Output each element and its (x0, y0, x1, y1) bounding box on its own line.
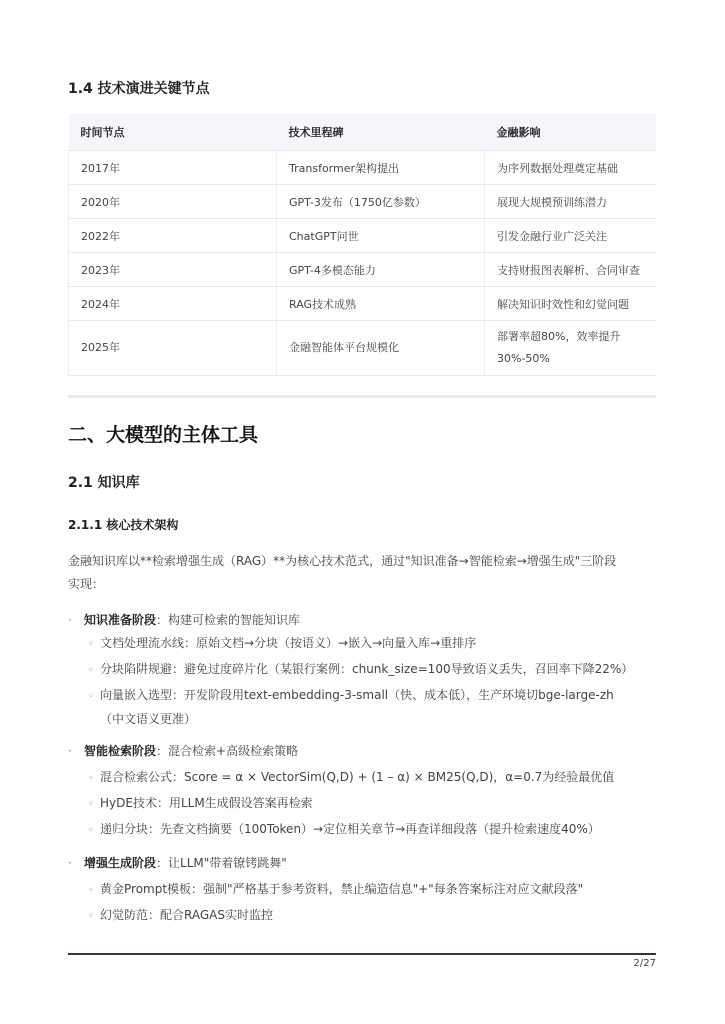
list-item-text: 递归分块：先查文档摘要（100Token）→定位相关章节→再查详细段落（提升检索速度40%） (100, 822, 600, 836)
cell-milestone: GPT-4多模态能力 (277, 253, 485, 287)
cell-milestone: 金融智能体平台规模化 (277, 321, 485, 376)
header-milestone: 技术里程碑 (277, 114, 485, 151)
section-2-1-1-heading: 2.1.1 核心技术架构 (68, 518, 179, 532)
cell-milestone: ChatGPT问世 (277, 219, 485, 253)
list-item-text: HyDE技术：用LLM生成假设答案再检索 (100, 796, 313, 810)
cell-impact (485, 321, 657, 376)
header-impact: 金融影响 (485, 114, 657, 151)
stage-desc: ：让LLM"带着镣铐跳舞" (156, 856, 287, 870)
header-time: 时间节点 (69, 114, 277, 151)
table-row (69, 321, 657, 376)
cell-impact-line-2: 30%-50% (497, 352, 550, 365)
list-item-continuation: （中文语义更准） (100, 712, 197, 726)
stage-title: 智能检索阶段 (84, 744, 157, 758)
list-item (88, 878, 658, 902)
section-2-1-heading: 2.1 知识库 (68, 475, 140, 491)
cell-impact: 展现大规模预训练潜力 (485, 185, 657, 219)
stage-desc: ：混合检索+高级检索策略 (156, 744, 299, 758)
cell-time: 2025年 (69, 321, 277, 376)
cell-milestone: GPT-3发布（1750亿参数） (277, 185, 485, 219)
sub-bullet: ◦ (88, 825, 94, 836)
table-row (69, 151, 657, 185)
table-row (69, 185, 657, 219)
sub-bullet: ◦ (88, 639, 94, 650)
sub-bullet: ◦ (88, 665, 94, 676)
list-item (88, 658, 658, 682)
chapter-heading: 二、大模型的主体工具 (68, 424, 259, 446)
table-row (69, 219, 657, 253)
sub-bullet: ◦ (88, 885, 94, 896)
cell-impact: 引发金融行业广泛关注 (485, 219, 657, 253)
list-item-stage-generation (68, 852, 287, 874)
intro-line: 实现： (68, 577, 105, 591)
stage-desc: ：构建可检索的智能知识库 (156, 613, 301, 627)
bullet: · (68, 613, 72, 627)
sub-bullet: ◦ (88, 773, 94, 784)
cell-impact: 解决知识时效性和幻觉问题 (485, 287, 657, 321)
table-header-row (69, 114, 657, 151)
stage-title: 知识准备阶段 (84, 613, 157, 627)
cell-impact: 为序列数据处理奠定基础 (485, 151, 657, 185)
cell-milestone: Transformer架构提出 (277, 151, 485, 185)
cell-time: 2020年 (69, 185, 277, 219)
cell-impact-line-1: 部署率超80%，效率提升 (497, 330, 621, 343)
footer-rule (68, 953, 656, 955)
page-number: 2/27 (633, 958, 656, 969)
cell-time: 2017年 (69, 151, 277, 185)
list-item-text: 混合检索公式：Score = α × VectorSim(Q,D) + (1 – α) × BM25(Q,D)，α=0.7为经验最优值 (100, 770, 615, 784)
milestone-table (68, 114, 656, 376)
section-1-4-heading: 1.4 技术演进关键节点 (68, 81, 210, 97)
cell-time: 2022年 (69, 219, 277, 253)
cell-impact: 支持财报图表解析、合同审查 (485, 253, 657, 287)
list-item-text: 幻觉防范：配合RAGAS实时监控 (100, 908, 273, 922)
sub-bullet: ◦ (88, 691, 94, 702)
list-item-text: 文档处理流水线：原始文档→分块（按语义）→嵌入→向量入库→重排序 (100, 636, 477, 650)
list-item (88, 904, 658, 928)
cell-milestone: RAG技术成熟 (277, 287, 485, 321)
bullet: · (68, 744, 72, 758)
sub-bullet: ◦ (88, 799, 94, 810)
bullet: · (68, 856, 72, 870)
list-item-stage-retrieval (68, 740, 298, 762)
list-item-text: 向量嵌入选型：开发阶段用text-embedding-3-small（快、成本低），生产环境切bge-large-zh (100, 688, 614, 702)
intro-paragraph (68, 550, 658, 596)
list-item-text: 黄金Prompt模板：强制"严格基于参考资料，禁止编造信息"+"每条答案标注对应文献段落" (100, 882, 584, 896)
list-item (88, 818, 658, 842)
list-item-text: 分块陷阱规避：避免过度碎片化（某银行案例：chunk_size=100导致语义丢失，召回率下降22%） (100, 662, 634, 676)
intro-line: 金融知识库以**检索增强生成（RAG）**为核心技术范式，通过"知识准备→智能检索→增强生成"三阶段 (68, 554, 617, 568)
table-row (69, 253, 657, 287)
list-item-stage-knowledge (68, 609, 300, 631)
cell-time: 2024年 (69, 287, 277, 321)
cell-time: 2023年 (69, 253, 277, 287)
list-item (88, 766, 658, 790)
table-bottom-rule (68, 395, 656, 398)
stage-title: 增强生成阶段 (84, 856, 157, 870)
list-item (88, 632, 658, 656)
list-item (88, 684, 658, 730)
list-item (88, 792, 658, 816)
table-row (69, 287, 657, 321)
sub-bullet: ◦ (88, 911, 94, 922)
